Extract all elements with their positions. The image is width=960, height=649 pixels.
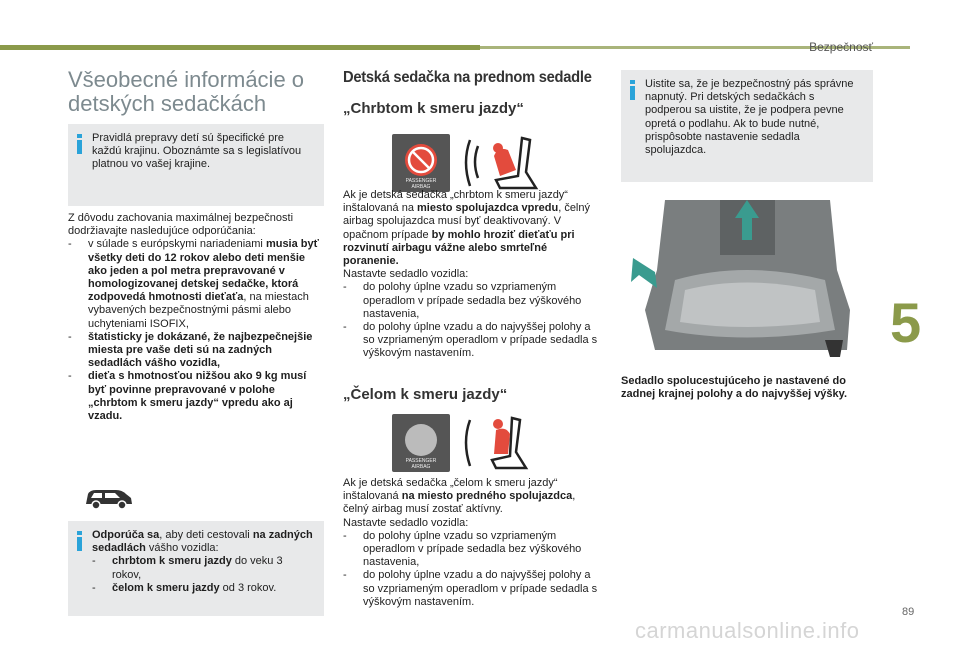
forward-pictograms [392, 412, 540, 474]
info-box-legislation: Pravidlá prepravy detí sú špecifické pre každú krajinu. Oboznámte sa s legislatívou platnou vo vašej krajine. [68, 124, 324, 206]
rearward-pictograms [392, 132, 540, 194]
page-number: 89 [902, 606, 915, 618]
page-title: Všeobecné informácie o detských sedačkách [68, 67, 305, 116]
subheading-rearward: „Chrbtom k smeru jazdy“ [343, 100, 524, 117]
airbag-off-label-icon: PASSENGER AIRBAG [392, 134, 450, 192]
list-item: - štatisticky je dokázané, že najbezpečnejšie miesta pre vaše deti sú na zadných sedadlách vášho vozidla, [68, 330, 313, 370]
info-icon [630, 80, 635, 100]
list-item: - dieťa s hmotnosťou nižšou ako 9 kg musí byť povinne prepravované v polohe „chrbtom k smeru jazdy“ vpredu ako aj vzadu. [68, 370, 307, 423]
list-item: - do polohy úplne vzadu a do najvyššej polohy a so vzpriameným operadlom v prípade sedadla s výškovým nastavením. [343, 321, 598, 360]
subheading-forward: „Čelom k smeru jazdy“ [343, 386, 508, 403]
info-icon [77, 531, 82, 551]
chapter-number: 5 [890, 291, 922, 354]
list-item: - čelom k smeru jazdy od 3 rokov. [92, 581, 277, 594]
list-item: - v súlade s európskymi nariadeniami musia byť všetky deti do 12 rokov alebo deti menšie ako jeden a pol metra prepravované v homologizovanej detskej sedačke, ktorá zodpovedá hmotnosti dieťaťa, na miestach vybavených bezpečnostnými pásmi alebo uchyteniami ISOFIX, [68, 238, 319, 330]
list-item: - chrbtom k smeru jazdy do veku 3 rokov, [92, 555, 283, 581]
watermark: carmanualsonline.info [635, 618, 860, 643]
info-box-rear-seats: Odporúča sa, aby deti cestovali na zadných sedadlách vášho vozidla: - chrbtom k smeru jazdy do veku 3 rokov, - čelom k smeru jazdy od 3 rokov. [68, 521, 324, 616]
list-item: - do polohy úplne vzadu so vzpriameným operadlom v prípade sedadla bez výškového nastavenia, [343, 529, 582, 569]
recommendations: Z dôvodu zachovania maximálnej bezpečnosti dodržiavajte nasledujúce odporúčania: - v súlade s európskymi nariadeniami musia byť všetky deti do 12 rokov alebo deti menšie ako jeden a pol metra prepravované v homologizovanej detskej sedačke, ktorá zodpovedá hmotnosti dieťaťa, na miestach vybavených bezpečnostnými pásmi alebo uchyteniami ISOFIX, - štatisticky je dokázané, že najbezpečnejšie miesta pre vaše deti sú na zadných sedadlách vášho vozidla, - dieťa s hmotnosťou nižšou ako 9 kg musí byť povinne prepravované v polohe „chrbtom k smeru jazdy“ vpredu ako aj vzadu. [68, 212, 324, 423]
info-box-belt: Uistite sa, že je bezpečnostný pás správne napnutý. Pri detských sedačkách s podperou sa uistite, že je podpera pevne opretá o podlahu. Ak to bude nutné, prispôsobte nastavenie sedadla spolujazdca. [621, 70, 873, 182]
forward-facing-seat-icon [460, 412, 540, 474]
rearward-text: Ak je detská sedačka „chrbtom k smeru jazdy“ inštalovaná na miesto spolujazdca vpredu, čelný airbag spolujazdca musí byť deaktivovaný. V opačnom prípade by mohlo hroziť dieťaťu pri rozvinutí airbagu vážne alebo smrteľné poranenie. Nastavte sedadlo vozidla: - do polohy úplne vzadu so vzpriameným operadlom v prípade sedadla bez výškového nastavenia, - do polohy úplne vzadu a do najvyššej polohy a so vzpriameným operadlom v prípade sedadla s výškovým nastavením. [343, 189, 603, 361]
car-icon [82, 484, 134, 512]
list-item: - do polohy úplne vzadu so vzpriameným operadlom v prípade sedadla bez výškového nastavenia, [343, 281, 582, 320]
photo-caption: Sedadlo spolucestujúceho je nastavené do zadnej krajnej polohy a do najvyššej výšky. [621, 375, 848, 401]
section-heading: Detská sedačka na prednom sedadle [343, 69, 592, 86]
rear-facing-seat-icon [460, 132, 540, 194]
info-icon [77, 134, 82, 154]
passenger-seat-photo [625, 200, 870, 357]
list-item: - do polohy úplne vzadu a do najvyššej polohy a so vzpriameným operadlom v prípade sedadla s výškovým nastavením. [343, 569, 598, 608]
top-rule [0, 45, 480, 50]
airbag-on-label-icon: PASSENGER AIRBAG [392, 414, 450, 472]
forward-text: Ak je detská sedačka „čelom k smeru jazdy“ inštalovaná na miesto predného spolujazdca, čelný airbag musí zostať aktívny. Nastavte sedadlo vozidla: - do polohy úplne vzadu so vzpriameným operadlom v prípade sedadla bez výškového nastavenia, - do polohy úplne vzadu a do najvyššej polohy a so vzpriameným operadlom v prípade sedadla s výškovým nastavením. [343, 477, 603, 609]
section-title: Bezpečnosť [809, 40, 873, 54]
